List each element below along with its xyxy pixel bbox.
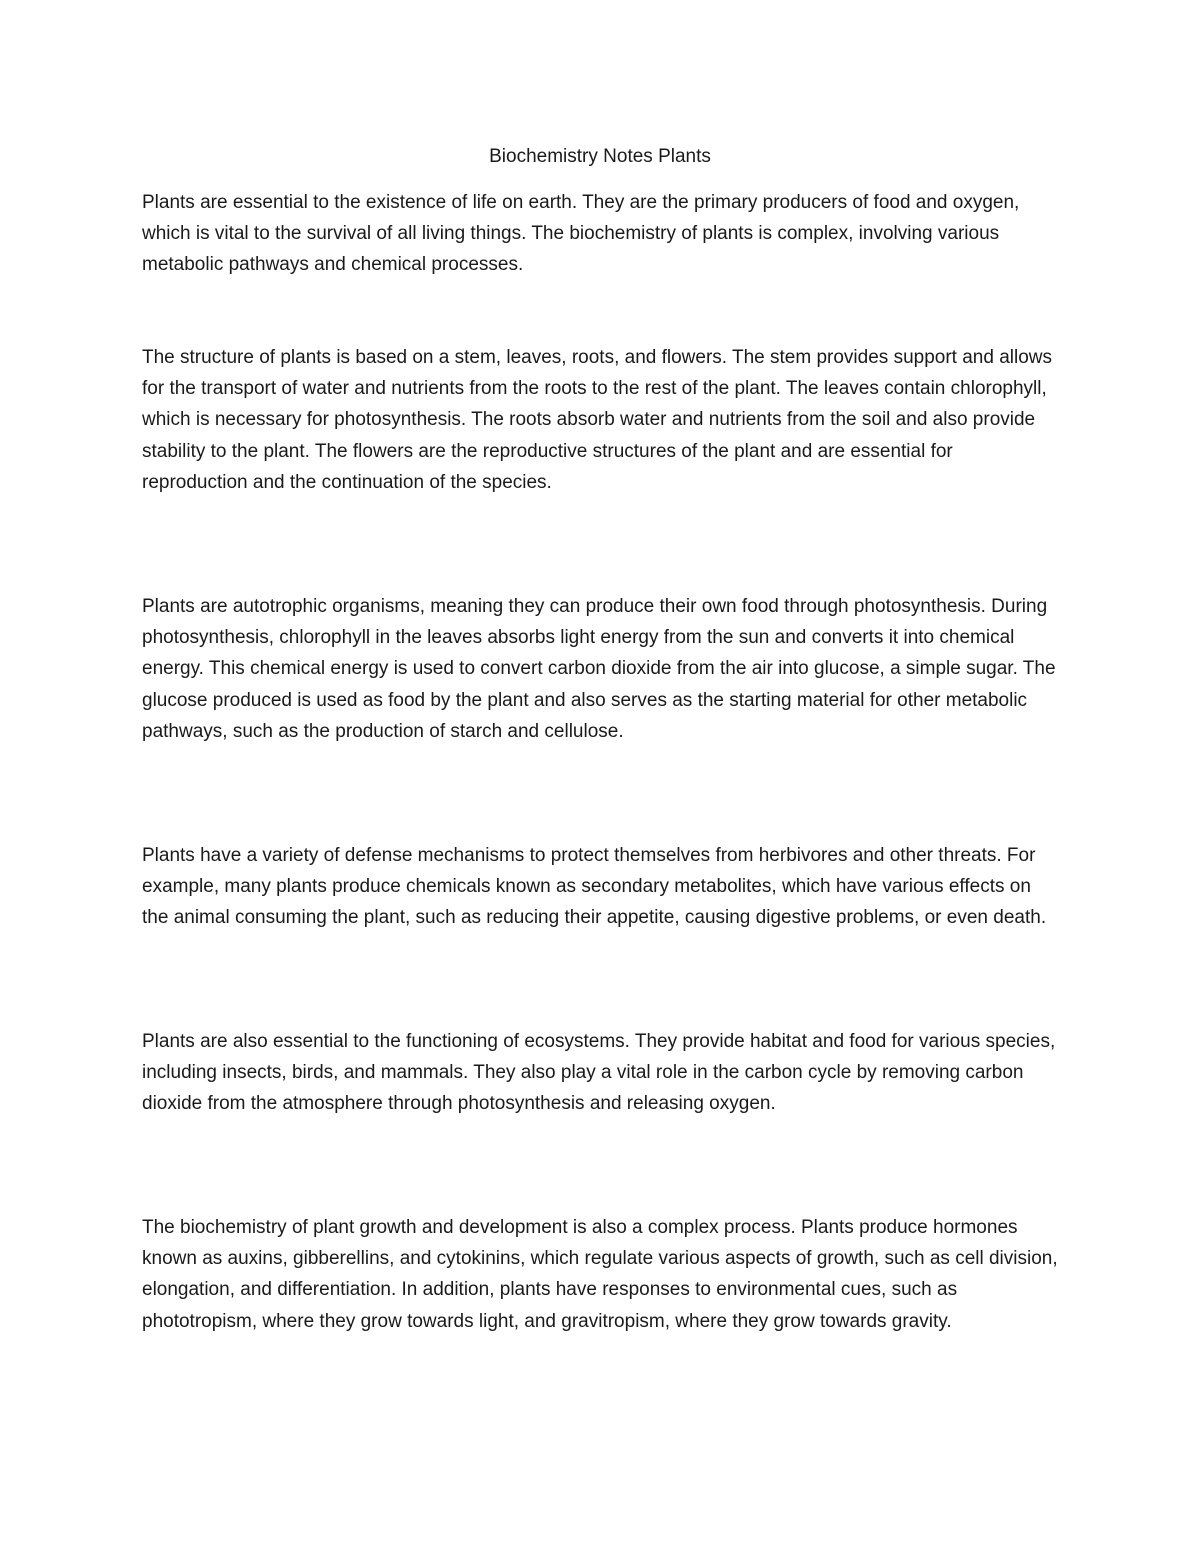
document-title: Biochemistry Notes Plants	[489, 146, 711, 167]
paragraph-defense-mechanisms: Plants have a variety of defense mechanisms to protect themselves from herbivores and other threats. For example, many plants produce chemicals known as secondary metabolites, which have various effects on the animal consuming the plant, such as reducing their appetite, causing digestive problems, or even death.	[142, 845, 1047, 929]
paragraph-growth-development: The biochemistry of plant growth and development is also a complex process. Plants produce hormones known as auxins, gibberellins, and cytokinins, which regulate various aspects of growth, such as cell division, elongation, and differentiation. In addition, plants have responses to environmental cues, such as phototropism, where they grow towards light, and gravitropism, where they grow towards gravity.	[142, 1217, 1058, 1332]
paragraph-introduction: Plants are essential to the existence of life on earth. They are the primary producers of food and oxygen, which is vital to the survival of all living things. The biochemistry of plants is complex, involving various metabolic pathways and chemical processes.	[142, 192, 1020, 276]
paragraph-plant-structure: The structure of plants is based on a stem, leaves, roots, and flowers. The stem provides support and allows for the transport of water and nutrients from the roots to the rest of the plant. The leaves contain chlorophyll, which is necessary for photosynthesis. The roots absorb water and nutrients from the soil and also provide stability to the plant. The flowers are the reproductive structures of the plant and are essential for reproduction and the continuation of the species.	[142, 347, 1052, 493]
paragraph-ecosystems: Plants are also essential to the functioning of ecosystems. They provide habitat and food for various species, including insects, birds, and mammals. They also play a vital role in the carbon cycle by removing carbon dioxide from the atmosphere through photosynthesis and releasing oxygen.	[142, 1031, 1056, 1115]
paragraph-photosynthesis: Plants are autotrophic organisms, meaning they can produce their own food through photosynthesis. During photosynthesis, chlorophyll in the leaves absorbs light energy from the sun and converts it into chemical energy. This chemical energy is used to convert carbon dioxide from the air into glucose, a simple sugar. The glucose produced is used as food by the plant and also serves as the starting material for other metabolic pathways, such as the production of starch and cellulose.	[142, 596, 1056, 742]
